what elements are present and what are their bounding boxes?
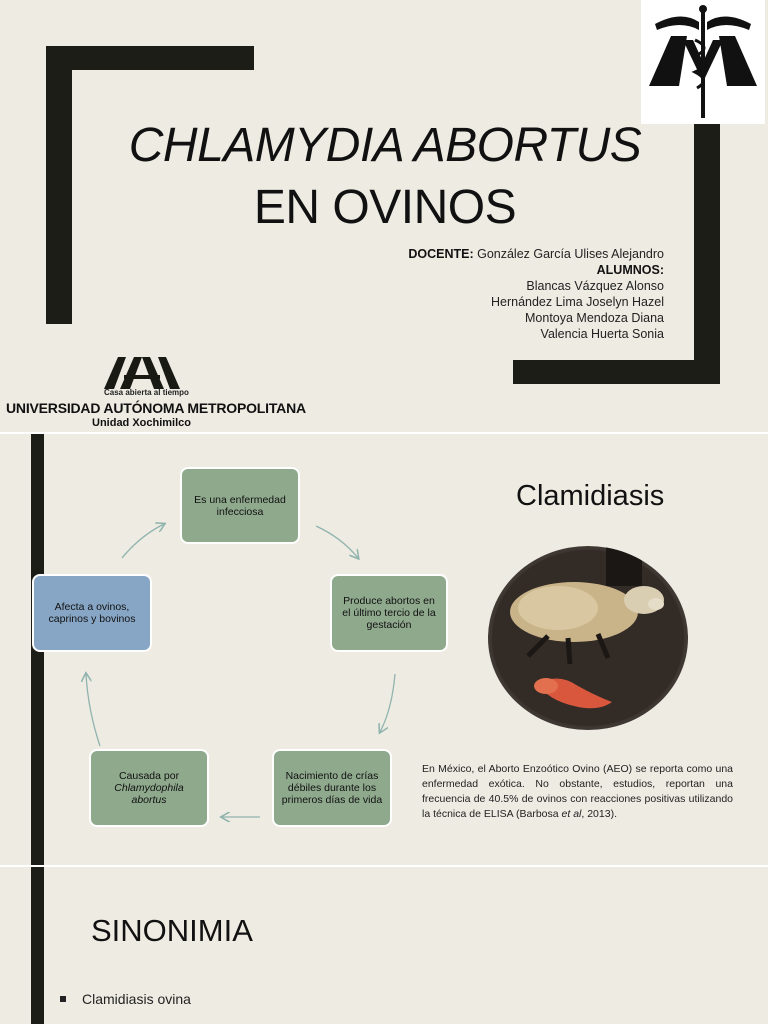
cycle-step-abortos: Produce abortos en el último tercio de la gestación (330, 574, 448, 652)
title-line-1: CHLAMYDIA ABORTUS (128, 119, 642, 172)
veterinary-caduceus-logo (641, 0, 765, 124)
uam-name: UNIVERSIDAD AUTÓNOMA METROPOLITANA (6, 400, 306, 416)
docente-label: DOCENTE: (408, 247, 474, 261)
arrow-afecta-to-top (122, 524, 164, 558)
cycle-step-nacimiento: Nacimiento de crías débiles durante los primeros días de vida (272, 749, 392, 827)
uam-tagline: Casa abierta al tiempo (104, 388, 189, 397)
uam-emblem-icon (104, 355, 180, 389)
alumno-name: Blancas Vázquez Alonso (526, 279, 664, 293)
sinonimia-title: SINONIMIA (91, 913, 253, 948)
aeo-paragraph-main: En México, el Aborto Enzoótico Ovino (AEO) se reporta como una enfermedad exótica. No obstante, estudios, reportan una frecuencia de 40.5% de ovinos con reacciones positivas utilizando la técnica de ELISA (Barbosa (422, 763, 733, 820)
frame-bar-top-left (46, 46, 254, 70)
left-accent-bar (31, 867, 44, 1024)
caduceus-icon (641, 0, 765, 124)
cycle-step-causada (89, 749, 209, 827)
cycle-step-afecta: Afecta a ovinos, caprinos y bovinos (32, 574, 152, 652)
frame-bar-bottom-right (513, 360, 720, 384)
title-slide (0, 0, 768, 432)
docente-name: González García Ulises Alejandro (477, 247, 664, 261)
square-bullet-icon (60, 996, 66, 1002)
aeo-paragraph-end: , 2013). (581, 808, 617, 820)
aeo-paragraph (422, 762, 733, 822)
alumnos-label: ALUMNOS: (596, 263, 664, 277)
sinonimia-slide (0, 867, 768, 1024)
alumno-name: Valencia Huerta Sonia (540, 327, 664, 341)
title-line-2: EN OVINOS (253, 181, 517, 234)
uam-unit: Unidad Xochimilco (92, 417, 192, 429)
alumno-name: Hernández Lima Joselyn Hazel (490, 295, 664, 309)
causada-prefix: Causada por (118, 770, 180, 782)
sheep-illustration (488, 546, 688, 730)
arrow-right-to-bottom (380, 674, 395, 732)
clamidiasis-title: Clamidiasis (516, 480, 665, 512)
credits-block (408, 246, 664, 342)
list-item-text: Clamidiasis ovina (82, 991, 191, 1007)
causada-species: Chlamydophila abortus (114, 782, 184, 806)
cycle-step-enfermedad: Es una enfermedad infecciosa (180, 467, 300, 544)
arrow-top-to-right (316, 526, 358, 558)
sheep-photo (488, 546, 688, 730)
list-item (60, 991, 191, 1007)
arrow-left-to-afecta (86, 674, 100, 746)
alumno-name: Montoya Mendoza Diana (525, 311, 664, 325)
aeo-paragraph-etal: et al (561, 808, 582, 820)
clamidiasis-slide (0, 434, 768, 865)
